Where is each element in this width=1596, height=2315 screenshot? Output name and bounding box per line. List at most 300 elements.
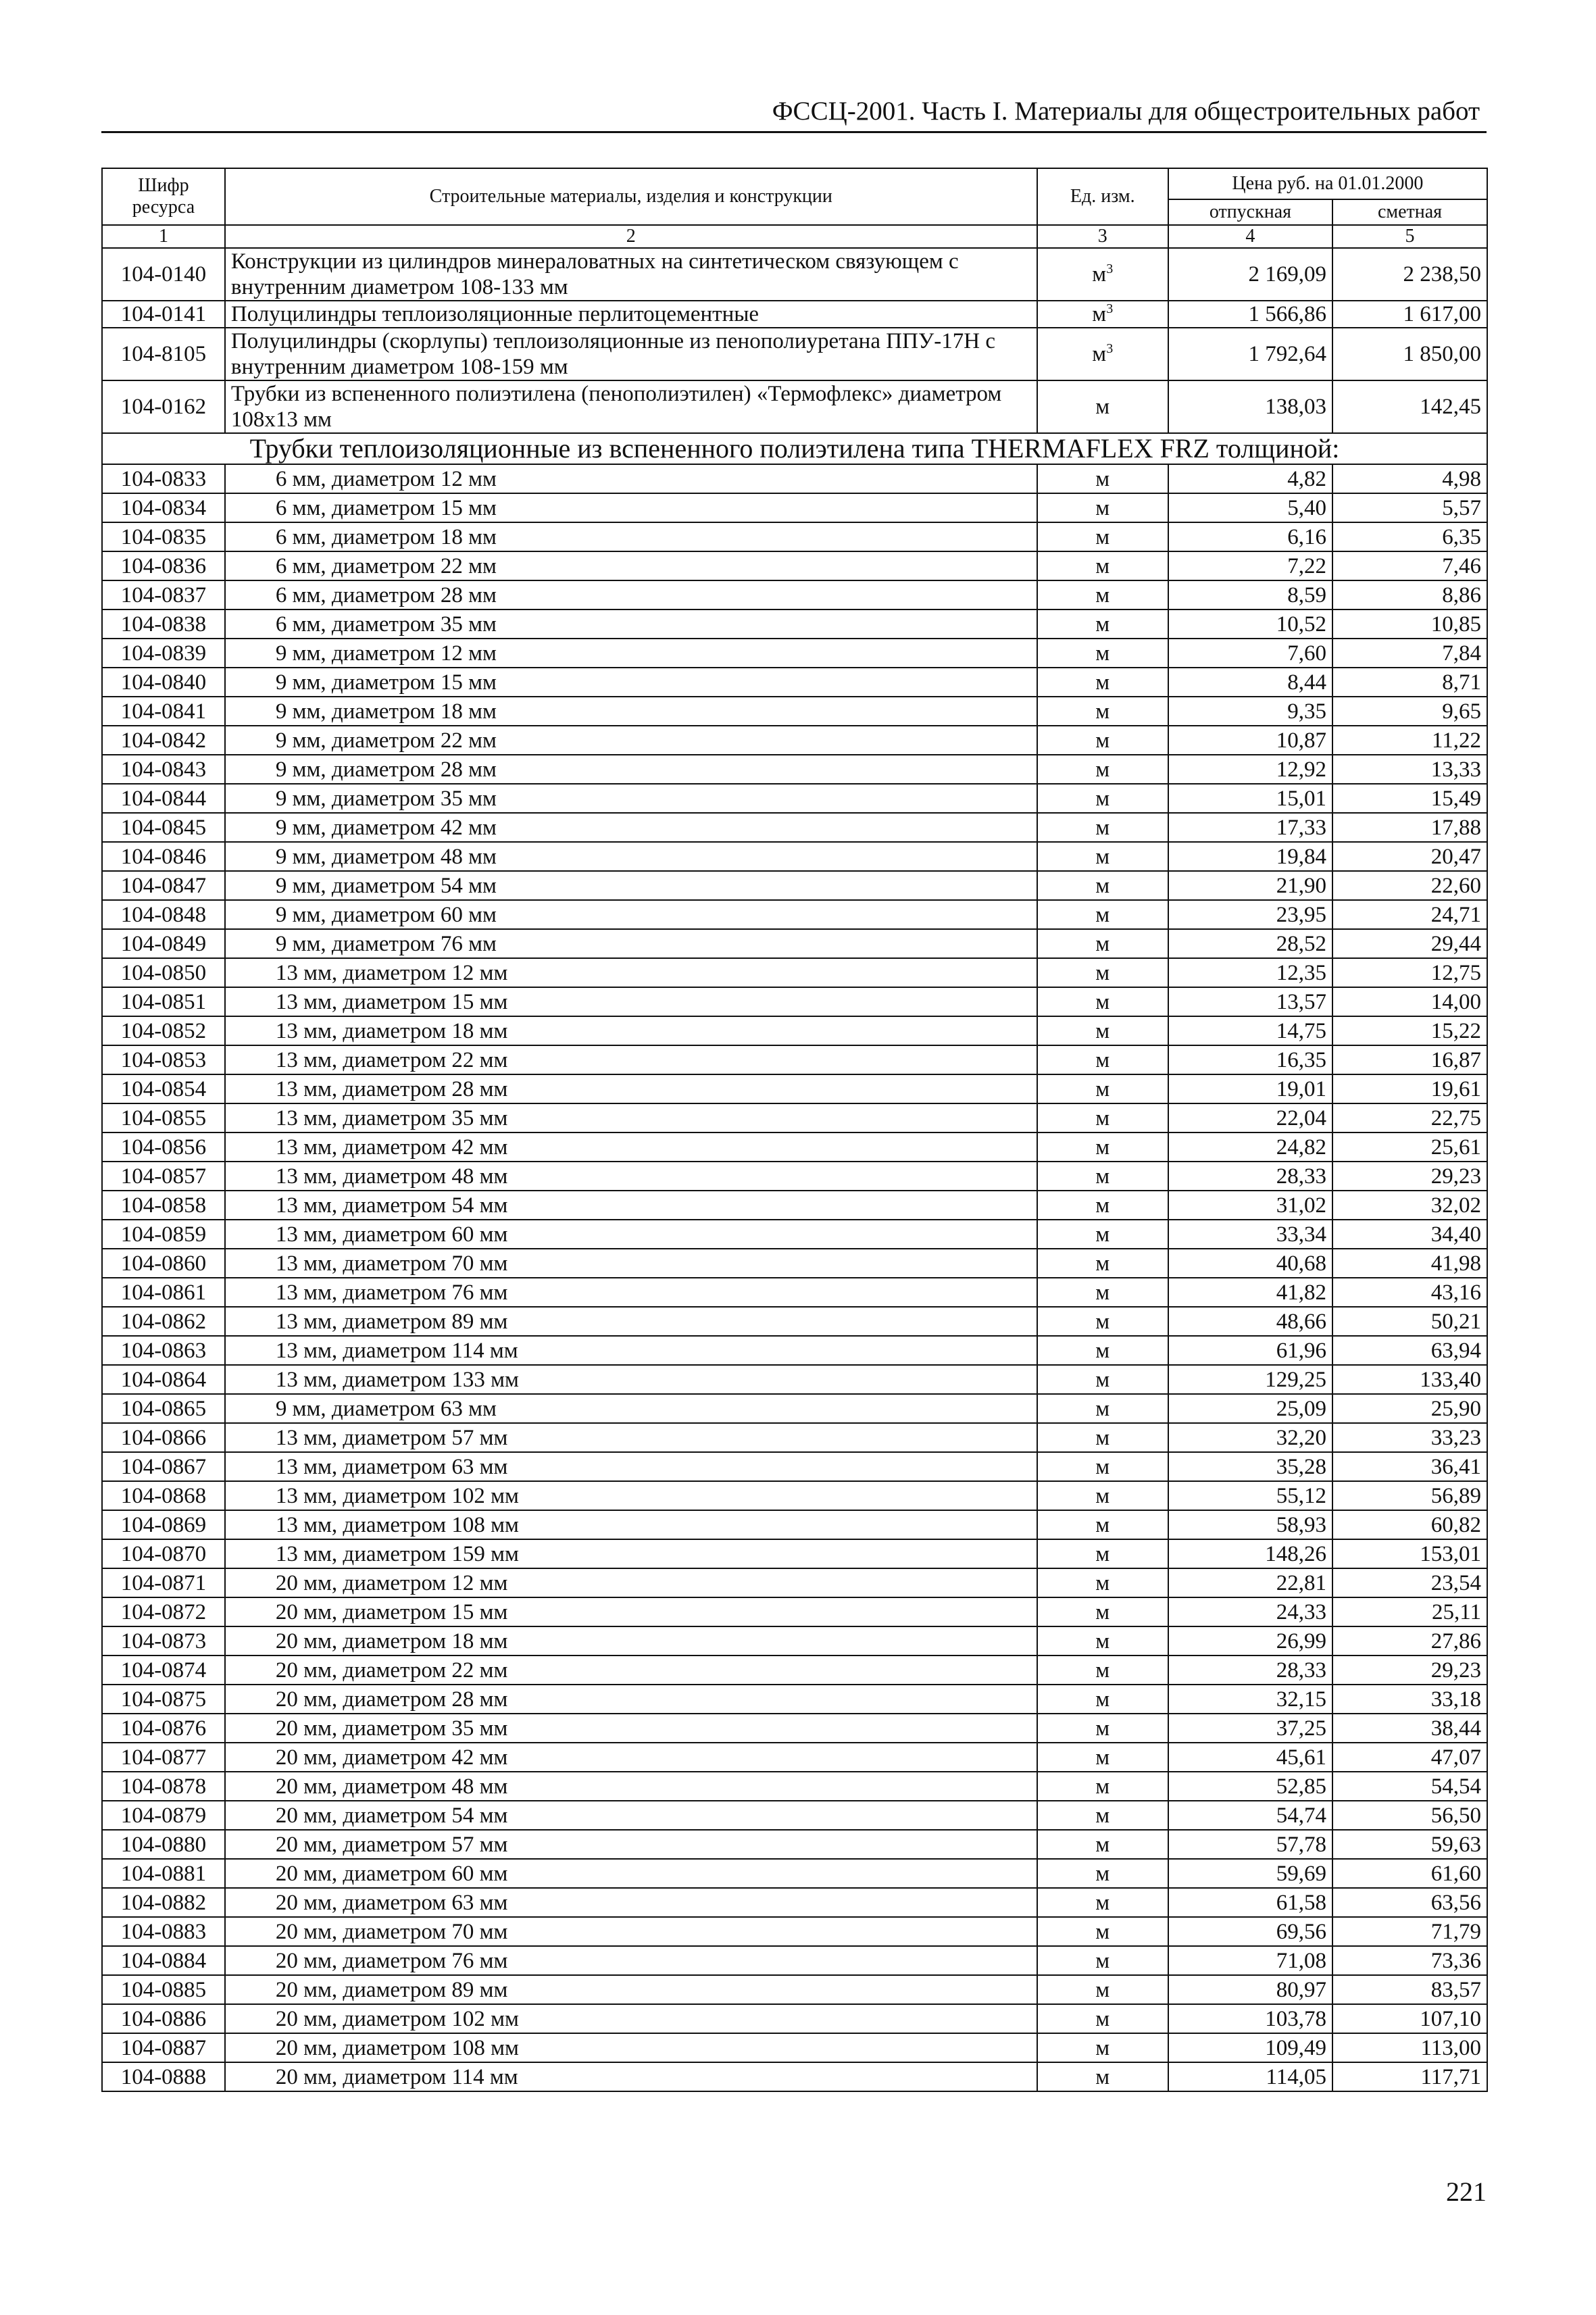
unit-label: м xyxy=(1095,1890,1110,1915)
material-name: 6 мм, диаметром 35 мм xyxy=(225,609,1037,639)
unit-cell xyxy=(1037,1132,1168,1162)
estimate-price: 54,54 xyxy=(1332,1772,1487,1801)
table-row xyxy=(102,900,1487,929)
table-row xyxy=(102,1074,1487,1103)
estimate-price: 29,23 xyxy=(1332,1162,1487,1191)
unit-cell xyxy=(1037,1859,1168,1888)
table-row xyxy=(102,2033,1487,2062)
estimate-price: 107,10 xyxy=(1332,2004,1487,2033)
estimate-price: 83,57 xyxy=(1332,1975,1487,2004)
unit-label: м xyxy=(1095,2064,1110,2089)
release-price: 14,75 xyxy=(1168,1016,1332,1045)
unit-cell xyxy=(1037,1772,1168,1801)
unit-cell xyxy=(1037,639,1168,668)
estimate-price: 73,36 xyxy=(1332,1946,1487,1975)
material-name: 20 мм, диаметром 60 мм xyxy=(225,1859,1037,1888)
section-heading-body xyxy=(102,433,1487,464)
estimate-price: 2 238,50 xyxy=(1332,248,1487,301)
material-name: 13 мм, диаметром 28 мм xyxy=(225,1074,1037,1103)
estimate-price: 41,98 xyxy=(1332,1249,1487,1278)
release-price: 45,61 xyxy=(1168,1743,1332,1772)
estimate-price: 1 617,00 xyxy=(1332,301,1487,328)
release-price: 21,90 xyxy=(1168,871,1332,900)
resource-code: 104-8105 xyxy=(102,328,225,380)
table-row xyxy=(102,639,1487,668)
unit-cell xyxy=(1037,1045,1168,1074)
estimate-price: 15,22 xyxy=(1332,1016,1487,1045)
release-price: 8,44 xyxy=(1168,668,1332,697)
table-row xyxy=(102,1132,1487,1162)
unit-cell xyxy=(1037,464,1168,493)
column-header-release-price: отпускная xyxy=(1168,199,1332,225)
release-price: 24,82 xyxy=(1168,1132,1332,1162)
resource-code: 104-0848 xyxy=(102,900,225,929)
material-name: 13 мм, диаметром 76 мм xyxy=(225,1278,1037,1307)
resource-code: 104-0852 xyxy=(102,1016,225,1045)
resource-code: 104-0871 xyxy=(102,1568,225,1597)
unit-label: м xyxy=(1095,1367,1110,1392)
resource-code: 104-0866 xyxy=(102,1423,225,1452)
table-row xyxy=(102,248,1487,301)
unit-cell xyxy=(1037,1220,1168,1249)
unit-cell xyxy=(1037,301,1168,328)
release-price: 19,01 xyxy=(1168,1074,1332,1103)
estimate-price: 8,86 xyxy=(1332,580,1487,609)
material-name: 13 мм, диаметром 12 мм xyxy=(225,958,1037,987)
resource-code: 104-0875 xyxy=(102,1685,225,1714)
table-row xyxy=(102,1830,1487,1859)
resource-code: 104-0870 xyxy=(102,1539,225,1568)
material-name: 13 мм, диаметром 159 мм xyxy=(225,1539,1037,1568)
release-price: 13,57 xyxy=(1168,987,1332,1016)
unit-label: м xyxy=(1095,1541,1110,1566)
unit-label: м xyxy=(1095,670,1110,695)
resource-code: 104-0856 xyxy=(102,1132,225,1162)
section-title: Трубки теплоизоляционные из вспененного полиэтилена типа THERMAFLEX FRZ толщиной: xyxy=(102,433,1487,464)
table-row xyxy=(102,1626,1487,1656)
estimate-price: 23,54 xyxy=(1332,1568,1487,1597)
estimate-price: 11,22 xyxy=(1332,726,1487,755)
material-name: 13 мм, диаметром 60 мм xyxy=(225,1220,1037,1249)
resource-code: 104-0833 xyxy=(102,464,225,493)
unit-label: м xyxy=(1095,1338,1110,1363)
column-number: 4 xyxy=(1168,225,1332,248)
unit-superscript: 3 xyxy=(1106,341,1114,356)
unit-cell xyxy=(1037,1423,1168,1452)
estimate-price: 33,18 xyxy=(1332,1685,1487,1714)
release-price: 57,78 xyxy=(1168,1830,1332,1859)
table-row xyxy=(102,1714,1487,1743)
unit-label: м xyxy=(1095,395,1110,419)
estimate-price: 16,87 xyxy=(1332,1045,1487,1074)
section-heading-row xyxy=(102,433,1487,464)
unit-label: м xyxy=(1095,1977,1110,2002)
release-price: 55,12 xyxy=(1168,1481,1332,1510)
material-name: 9 мм, диаметром 15 мм xyxy=(225,668,1037,697)
material-name: 20 мм, диаметром 108 мм xyxy=(225,2033,1037,2062)
unit-cell xyxy=(1037,1656,1168,1685)
table-row xyxy=(102,1336,1487,1365)
resource-code: 104-0840 xyxy=(102,668,225,697)
unit-cell xyxy=(1037,784,1168,813)
release-price: 16,35 xyxy=(1168,1045,1332,1074)
estimate-price: 56,89 xyxy=(1332,1481,1487,1510)
release-price: 22,04 xyxy=(1168,1103,1332,1132)
table-header-row xyxy=(102,168,1487,199)
release-price: 19,84 xyxy=(1168,842,1332,871)
unit-cell xyxy=(1037,1830,1168,1859)
release-price: 23,95 xyxy=(1168,900,1332,929)
material-name: 13 мм, диаметром 89 мм xyxy=(225,1307,1037,1336)
unit-cell xyxy=(1037,755,1168,784)
resource-code: 104-0888 xyxy=(102,2062,225,2091)
resource-code: 104-0141 xyxy=(102,301,225,328)
release-price: 31,02 xyxy=(1168,1191,1332,1220)
release-price: 24,33 xyxy=(1168,1597,1332,1626)
unit-cell xyxy=(1037,1394,1168,1423)
estimate-price: 59,63 xyxy=(1332,1830,1487,1859)
release-price: 32,20 xyxy=(1168,1423,1332,1452)
unit-cell xyxy=(1037,1568,1168,1597)
estimate-price: 71,79 xyxy=(1332,1917,1487,1946)
resource-code: 104-0839 xyxy=(102,639,225,668)
resource-code: 104-0878 xyxy=(102,1772,225,1801)
unit-label: м xyxy=(1095,1687,1110,1712)
unit-label: м xyxy=(1095,582,1110,607)
unit-label: м xyxy=(1095,1309,1110,1334)
unit-label: м xyxy=(1095,1658,1110,1683)
unit-label: м xyxy=(1095,1425,1110,1450)
resource-code: 104-0847 xyxy=(102,871,225,900)
unit-cell xyxy=(1037,1975,1168,2004)
release-price: 71,08 xyxy=(1168,1946,1332,1975)
unit-label: м xyxy=(1095,2006,1110,2031)
estimate-price: 15,49 xyxy=(1332,784,1487,813)
release-price: 80,97 xyxy=(1168,1975,1332,2004)
estimate-price: 25,90 xyxy=(1332,1394,1487,1423)
estimate-price: 36,41 xyxy=(1332,1452,1487,1481)
material-name: 20 мм, диаметром 54 мм xyxy=(225,1801,1037,1830)
unit-cell xyxy=(1037,1685,1168,1714)
release-price: 12,92 xyxy=(1168,755,1332,784)
header-divider xyxy=(101,131,1487,133)
material-name: 13 мм, диаметром 22 мм xyxy=(225,1045,1037,1074)
unit-cell xyxy=(1037,1917,1168,1946)
estimate-price: 4,98 xyxy=(1332,464,1487,493)
estimate-price: 19,61 xyxy=(1332,1074,1487,1103)
release-price: 28,52 xyxy=(1168,929,1332,958)
resource-code: 104-0874 xyxy=(102,1656,225,1685)
unit-label: м xyxy=(1095,786,1110,811)
table-row xyxy=(102,2004,1487,2033)
table-row xyxy=(102,1045,1487,1074)
resource-code: 104-0849 xyxy=(102,929,225,958)
unit-cell xyxy=(1037,1539,1168,1568)
table-row xyxy=(102,522,1487,551)
unit-cell xyxy=(1037,1016,1168,1045)
estimate-price: 34,40 xyxy=(1332,1220,1487,1249)
resource-code: 104-0857 xyxy=(102,1162,225,1191)
resource-code: 104-0877 xyxy=(102,1743,225,1772)
release-price: 6,16 xyxy=(1168,522,1332,551)
unit-label: м xyxy=(1095,1047,1110,1072)
unit-label: м xyxy=(1095,1280,1110,1305)
estimate-price: 32,02 xyxy=(1332,1191,1487,1220)
material-name: 13 мм, диаметром 15 мм xyxy=(225,987,1037,1016)
unit-label: м xyxy=(1095,1135,1110,1160)
estimate-price: 43,16 xyxy=(1332,1278,1487,1307)
estimate-price: 63,94 xyxy=(1332,1336,1487,1365)
table-row xyxy=(102,929,1487,958)
table-row xyxy=(102,1597,1487,1626)
material-name: 9 мм, диаметром 48 мм xyxy=(225,842,1037,871)
release-price: 103,78 xyxy=(1168,2004,1332,2033)
release-price: 138,03 xyxy=(1168,380,1332,433)
resource-code: 104-0885 xyxy=(102,1975,225,2004)
table-row xyxy=(102,1278,1487,1307)
unit-label: м xyxy=(1095,844,1110,869)
top-rows xyxy=(102,248,1487,433)
resource-code: 104-0880 xyxy=(102,1830,225,1859)
table-row xyxy=(102,1859,1487,1888)
table-row xyxy=(102,871,1487,900)
table-row xyxy=(102,1568,1487,1597)
unit-label: м xyxy=(1095,931,1110,956)
release-price: 54,74 xyxy=(1168,1801,1332,1830)
resource-code: 104-0882 xyxy=(102,1888,225,1917)
material-name: 6 мм, диаметром 12 мм xyxy=(225,464,1037,493)
unit-label: м xyxy=(1095,902,1110,927)
material-name: 6 мм, диаметром 18 мм xyxy=(225,522,1037,551)
release-price: 17,33 xyxy=(1168,813,1332,842)
material-name: 13 мм, диаметром 108 мм xyxy=(225,1510,1037,1539)
release-price: 35,28 xyxy=(1168,1452,1332,1481)
estimate-price: 60,82 xyxy=(1332,1510,1487,1539)
unit-cell xyxy=(1037,697,1168,726)
release-price: 7,60 xyxy=(1168,639,1332,668)
resource-code: 104-0837 xyxy=(102,580,225,609)
unit-cell xyxy=(1037,1249,1168,1278)
column-number-row xyxy=(102,225,1487,248)
release-price: 69,56 xyxy=(1168,1917,1332,1946)
unit-label: м xyxy=(1095,1774,1110,1799)
resource-code: 104-0162 xyxy=(102,380,225,433)
unit-label: м xyxy=(1095,1948,1110,1973)
table-row xyxy=(102,1016,1487,1045)
material-name: 20 мм, диаметром 15 мм xyxy=(225,1597,1037,1626)
unit-cell xyxy=(1037,1162,1168,1191)
resource-code: 104-0834 xyxy=(102,493,225,522)
table-row xyxy=(102,1365,1487,1394)
table-row xyxy=(102,1307,1487,1336)
item-rows xyxy=(102,464,1487,2091)
unit-label: м xyxy=(1092,342,1107,366)
unit-cell xyxy=(1037,1278,1168,1307)
material-name: 13 мм, диаметром 48 мм xyxy=(225,1162,1037,1191)
material-name: 20 мм, диаметром 114 мм xyxy=(225,2062,1037,2091)
resource-code: 104-0836 xyxy=(102,551,225,580)
release-price: 2 169,09 xyxy=(1168,248,1332,301)
column-header-code: Шифр ресурса xyxy=(102,168,225,225)
resource-code: 104-0838 xyxy=(102,609,225,639)
unit-label: м xyxy=(1095,495,1110,520)
unit-label: м xyxy=(1095,1164,1110,1189)
resource-code: 104-0841 xyxy=(102,697,225,726)
unit-cell xyxy=(1037,1336,1168,1365)
resource-code: 104-0851 xyxy=(102,987,225,1016)
material-name: 13 мм, диаметром 70 мм xyxy=(225,1249,1037,1278)
resource-code: 104-0858 xyxy=(102,1191,225,1220)
release-price: 9,35 xyxy=(1168,697,1332,726)
unit-cell xyxy=(1037,328,1168,380)
unit-cell xyxy=(1037,668,1168,697)
unit-label: м xyxy=(1095,1803,1110,1828)
unit-cell xyxy=(1037,380,1168,433)
table-row xyxy=(102,1103,1487,1132)
table-row xyxy=(102,697,1487,726)
material-name: Полуцилиндры теплоизоляционные перлитоцементные xyxy=(225,301,1037,328)
material-name: 13 мм, диаметром 35 мм xyxy=(225,1103,1037,1132)
column-header-estimate-price: сметная xyxy=(1332,199,1487,225)
material-name: 13 мм, диаметром 57 мм xyxy=(225,1423,1037,1452)
material-name: 20 мм, диаметром 89 мм xyxy=(225,1975,1037,2004)
material-name: 20 мм, диаметром 102 мм xyxy=(225,2004,1037,2033)
estimate-price: 113,00 xyxy=(1332,2033,1487,2062)
table-row xyxy=(102,380,1487,433)
estimate-price: 47,07 xyxy=(1332,1743,1487,1772)
unit-cell xyxy=(1037,726,1168,755)
column-header-unit: Ед. изм. xyxy=(1037,168,1168,225)
unit-label: м xyxy=(1095,1832,1110,1857)
unit-cell xyxy=(1037,1597,1168,1626)
estimate-price: 142,45 xyxy=(1332,380,1487,433)
table-row xyxy=(102,1539,1487,1568)
unit-cell xyxy=(1037,1074,1168,1103)
release-price: 22,81 xyxy=(1168,1568,1332,1597)
estimate-price: 13,33 xyxy=(1332,755,1487,784)
estimate-price: 27,86 xyxy=(1332,1626,1487,1656)
material-name: Трубки из вспененного полиэтилена (пенополиэтилен) «Термофлекс» диаметром 108х13 мм xyxy=(225,380,1037,433)
material-name: 13 мм, диаметром 18 мм xyxy=(225,1016,1037,1045)
estimate-price: 14,00 xyxy=(1332,987,1487,1016)
unit-label: м xyxy=(1095,1222,1110,1247)
estimate-price: 7,84 xyxy=(1332,639,1487,668)
resource-code: 104-0868 xyxy=(102,1481,225,1510)
release-price: 28,33 xyxy=(1168,1162,1332,1191)
estimate-price: 17,88 xyxy=(1332,813,1487,842)
material-name: 9 мм, диаметром 22 мм xyxy=(225,726,1037,755)
estimate-price: 12,75 xyxy=(1332,958,1487,987)
estimate-price: 20,47 xyxy=(1332,842,1487,871)
material-name: 9 мм, диаметром 63 мм xyxy=(225,1394,1037,1423)
column-number: 5 xyxy=(1332,225,1487,248)
material-name: 13 мм, диаметром 102 мм xyxy=(225,1481,1037,1510)
release-price: 10,52 xyxy=(1168,609,1332,639)
release-price: 41,82 xyxy=(1168,1278,1332,1307)
release-price: 33,34 xyxy=(1168,1220,1332,1249)
release-price: 58,93 xyxy=(1168,1510,1332,1539)
material-name: 20 мм, диаметром 63 мм xyxy=(225,1888,1037,1917)
unit-label: м xyxy=(1095,1454,1110,1479)
release-price: 1 792,64 xyxy=(1168,328,1332,380)
unit-cell xyxy=(1037,1743,1168,1772)
resource-code: 104-0861 xyxy=(102,1278,225,1307)
material-name: 9 мм, диаметром 35 мм xyxy=(225,784,1037,813)
release-price: 15,01 xyxy=(1168,784,1332,813)
release-price: 61,96 xyxy=(1168,1336,1332,1365)
unit-label: м xyxy=(1095,757,1110,782)
unit-label: м xyxy=(1095,1483,1110,1508)
unit-cell xyxy=(1037,842,1168,871)
column-header-price-group: Цена руб. на 01.01.2000 xyxy=(1168,168,1487,199)
material-name: 9 мм, диаметром 54 мм xyxy=(225,871,1037,900)
resource-code: 104-0854 xyxy=(102,1074,225,1103)
release-price: 114,05 xyxy=(1168,2062,1332,2091)
table-row xyxy=(102,1510,1487,1539)
resource-code: 104-0850 xyxy=(102,958,225,987)
unit-label: м xyxy=(1095,1716,1110,1741)
resource-code: 104-0863 xyxy=(102,1336,225,1365)
estimate-price: 50,21 xyxy=(1332,1307,1487,1336)
table-row xyxy=(102,958,1487,987)
unit-label: м xyxy=(1095,1512,1110,1537)
resource-code: 104-0855 xyxy=(102,1103,225,1132)
release-price: 1 566,86 xyxy=(1168,301,1332,328)
estimate-price: 6,35 xyxy=(1332,522,1487,551)
unit-cell xyxy=(1037,609,1168,639)
estimate-price: 25,61 xyxy=(1332,1132,1487,1162)
unit-label: м xyxy=(1095,1396,1110,1421)
unit-cell xyxy=(1037,1307,1168,1336)
unit-label: м xyxy=(1095,1570,1110,1595)
unit-label: м xyxy=(1095,1018,1110,1043)
unit-superscript: 3 xyxy=(1106,262,1114,276)
resource-code: 104-0846 xyxy=(102,842,225,871)
unit-label: м xyxy=(1095,1745,1110,1770)
table-row xyxy=(102,1975,1487,2004)
estimate-price: 29,44 xyxy=(1332,929,1487,958)
estimate-price: 5,57 xyxy=(1332,493,1487,522)
table-row xyxy=(102,464,1487,493)
release-price: 5,40 xyxy=(1168,493,1332,522)
resource-code: 104-0883 xyxy=(102,1917,225,1946)
resource-code: 104-0884 xyxy=(102,1946,225,1975)
material-name: 13 мм, диаметром 42 мм xyxy=(225,1132,1037,1162)
material-name: 20 мм, диаметром 28 мм xyxy=(225,1685,1037,1714)
material-name: Конструкции из цилиндров минераловатных на синтетическом связующем с внутренним диаметром 108-133 мм xyxy=(225,248,1037,301)
unit-label: м xyxy=(1095,873,1110,898)
unit-label: м xyxy=(1095,1628,1110,1653)
material-name: 6 мм, диаметром 28 мм xyxy=(225,580,1037,609)
resource-code: 104-0862 xyxy=(102,1307,225,1336)
resource-code: 104-0879 xyxy=(102,1801,225,1830)
unit-label: м xyxy=(1095,989,1110,1014)
resource-code: 104-0845 xyxy=(102,813,225,842)
estimate-price: 133,40 xyxy=(1332,1365,1487,1394)
unit-cell xyxy=(1037,493,1168,522)
material-name: 9 мм, диаметром 76 мм xyxy=(225,929,1037,958)
unit-label: м xyxy=(1095,1919,1110,1944)
unit-cell xyxy=(1037,1510,1168,1539)
table-row xyxy=(102,784,1487,813)
table-row xyxy=(102,1423,1487,1452)
page-number: 221 xyxy=(1446,2176,1487,2207)
resource-code: 104-0886 xyxy=(102,2004,225,2033)
resource-code: 104-0867 xyxy=(102,1452,225,1481)
release-price: 8,59 xyxy=(1168,580,1332,609)
unit-label: м xyxy=(1095,641,1110,666)
column-number: 3 xyxy=(1037,225,1168,248)
